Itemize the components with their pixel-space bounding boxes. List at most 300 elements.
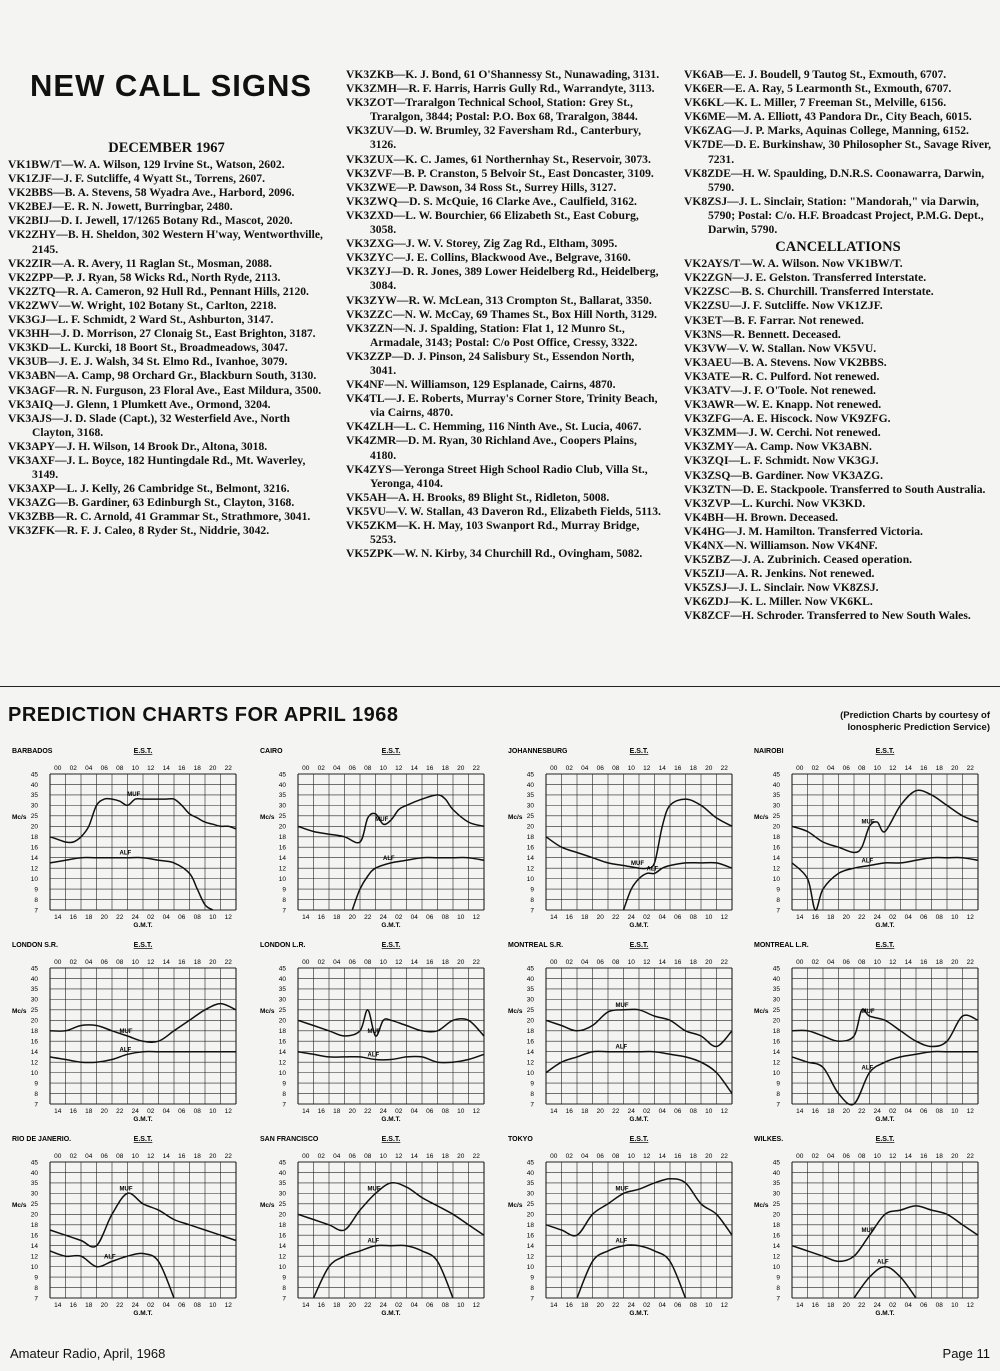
gmt-tick-label: 12 — [966, 914, 974, 921]
gmt-axis-label: G.M.T. — [133, 1116, 153, 1123]
est-tick-label: 14 — [410, 1153, 418, 1160]
est-tick-label: 22 — [720, 1153, 728, 1160]
y-tick-label: 30 — [30, 802, 38, 810]
y-tick-label: 12 — [772, 1253, 780, 1261]
y-tick-label: 10 — [30, 1263, 38, 1271]
prediction-chart-svg — [506, 1132, 740, 1320]
prediction-credit — [760, 710, 990, 734]
y-tick-label: 7 — [530, 907, 534, 915]
y-tick-label: 12 — [772, 865, 780, 873]
alf-label: ALF — [104, 1254, 116, 1261]
call-sign-entry: VK3ZKB—K. J. Bond, 61 O'Shannessy St., Nunawading, 3131. — [346, 68, 660, 81]
gmt-tick-label: 16 — [565, 1302, 573, 1309]
gmt-axis-label: G.M.T. — [629, 922, 649, 929]
cancellations-list — [684, 257, 992, 623]
gmt-tick-label: 08 — [935, 1302, 943, 1309]
prediction-chart-svg — [10, 938, 244, 1126]
y-tick-label: 18 — [772, 1222, 780, 1230]
gmt-tick-label: 02 — [643, 1108, 651, 1115]
gmt-tick-label: 18 — [333, 1108, 341, 1115]
prediction-charts-title: PREDICTION CHARTS FOR APRIL 1968 — [8, 704, 399, 726]
call-sign-entry: VK7DE—D. E. Burkinshaw, 30 Philosopher St., Savage River, 7231. — [684, 138, 991, 166]
gmt-tick-label: 18 — [85, 914, 93, 921]
est-axis-label: E.S.T. — [381, 1136, 401, 1143]
gmt-tick-label: 22 — [364, 1108, 372, 1115]
gmt-tick-label: 04 — [904, 1302, 912, 1309]
gmt-tick-label: 10 — [457, 914, 465, 921]
y-tick-label: 25 — [526, 1007, 534, 1015]
gmt-tick-label: 10 — [951, 1302, 959, 1309]
est-tick-label: 14 — [904, 1153, 912, 1160]
y-tick-label: 12 — [30, 865, 38, 873]
prediction-chart-svg — [506, 938, 740, 1126]
gmt-tick-label: 22 — [364, 1302, 372, 1309]
est-tick-label: 18 — [193, 765, 201, 772]
y-tick-label: 40 — [30, 1169, 38, 1177]
y-tick-label: 18 — [526, 834, 534, 842]
y-tick-label: 9 — [530, 1080, 534, 1088]
alf-label: ALF — [646, 866, 659, 873]
chart-title: NAIROBI — [754, 748, 784, 755]
est-tick-label: 10 — [627, 959, 635, 966]
y-tick-label: 9 — [530, 1274, 534, 1282]
est-tick-label: 20 — [457, 1153, 465, 1160]
est-tick-label: 08 — [116, 765, 124, 772]
est-tick-label: 18 — [193, 1153, 201, 1160]
gmt-tick-label: 16 — [811, 914, 819, 921]
est-tick-label: 20 — [705, 959, 713, 966]
call-sign-entry: VK3ZTN—D. E. Stackpoole. Transferred to South Australia. — [684, 482, 986, 496]
alf-label: ALF — [367, 1052, 380, 1059]
y-tick-label: 10 — [772, 1263, 780, 1271]
y-tick-label: 12 — [526, 865, 534, 873]
est-tick-label: 00 — [302, 765, 310, 772]
y-tick-label: 16 — [30, 844, 38, 852]
credit-line: Ionospheric Prediction Service) — [847, 722, 990, 733]
gmt-tick-label: 06 — [674, 1108, 682, 1115]
call-sign-entry: VK3AZG—B. Gardiner, 63 Edinburgh St., Clayton, 3168. — [8, 496, 295, 510]
muf-label: MUF — [861, 1009, 875, 1016]
y-tick-label: 25 — [30, 1007, 38, 1015]
y-tick-label: 16 — [278, 1038, 286, 1046]
credit-line: (Prediction Charts by courtesy of — [840, 710, 990, 721]
est-tick-label: 02 — [317, 765, 325, 772]
chart-title: MONTREAL L.R. — [754, 942, 809, 949]
gmt-tick-label: 02 — [889, 914, 897, 921]
est-tick-label: 18 — [689, 959, 697, 966]
gmt-tick-label: 04 — [904, 1108, 912, 1115]
alf-label: ALF — [367, 1238, 380, 1245]
call-sign-entry: VK2AYS/T—W. A. Wilson. Now VK1BW/T. — [684, 257, 903, 271]
y-axis-label: Mc/s — [12, 1201, 27, 1209]
call-sign-entry: VK8ZCF—H. Schroder. Transferred to New South Wales. — [684, 609, 971, 623]
call-sign-entry: VK6KL—K. L. Miller, 7 Freeman St., Melville, 6156. — [684, 96, 947, 110]
gmt-tick-label: 24 — [873, 1108, 881, 1115]
gmt-tick-label: 20 — [842, 914, 850, 921]
y-axis-label: Mc/s — [12, 813, 27, 821]
est-tick-label: 00 — [796, 1153, 804, 1160]
call-sign-entry: VK3GJ—L. F. Schmidt, 2 Ward St., Ashburton, 3147. — [8, 313, 274, 327]
y-tick-label: 40 — [526, 975, 534, 983]
gmt-tick-label: 02 — [147, 914, 155, 921]
prediction-chart — [258, 1132, 492, 1320]
y-tick-label: 20 — [30, 1017, 38, 1025]
gmt-tick-label: 12 — [966, 1302, 974, 1309]
gmt-tick-label: 24 — [873, 914, 881, 921]
call-sign-entry: VK4NF—N. Williamson, 129 Esplanade, Cairns, 4870. — [346, 378, 616, 392]
gmt-tick-label: 16 — [69, 914, 77, 921]
footer-page-number: Page 11 — [942, 1346, 990, 1361]
gmt-tick-label: 24 — [627, 1108, 635, 1115]
call-sign-entry: VK3ET—B. F. Farrar. Not renewed. — [684, 313, 864, 327]
y-tick-label: 18 — [772, 834, 780, 842]
est-tick-label: 18 — [441, 765, 449, 772]
gmt-tick-label: 22 — [612, 914, 620, 921]
gmt-tick-label: 12 — [720, 914, 728, 921]
y-tick-label: 12 — [30, 1059, 38, 1067]
est-tick-label: 14 — [658, 1153, 666, 1160]
gmt-tick-label: 14 — [302, 1108, 310, 1115]
gmt-tick-label: 18 — [85, 1302, 93, 1309]
gmt-tick-label: 10 — [457, 1108, 465, 1115]
y-tick-label: 40 — [30, 781, 38, 789]
gmt-tick-label: 18 — [85, 1108, 93, 1115]
muf-label: MUF — [367, 1029, 381, 1035]
call-sign-entry: VK3VW—V. W. Stallan. Now VK5VU. — [684, 341, 877, 355]
est-tick-label: 02 — [69, 765, 77, 772]
call-signs-column-1 — [8, 140, 325, 539]
gmt-tick-label: 10 — [209, 1108, 217, 1115]
gmt-tick-label: 14 — [796, 1302, 804, 1309]
call-sign-entry: VK2ZGN—J. E. Gelston. Transferred Interstate. — [684, 271, 927, 285]
call-sign-entry: VK1ZJF—J. F. Sutcliffe, 4 Wyatt St., Torrens, 2607. — [8, 172, 266, 186]
est-tick-label: 02 — [565, 959, 573, 966]
y-tick-label: 14 — [772, 854, 780, 862]
est-tick-label: 04 — [333, 959, 341, 966]
est-tick-label: 02 — [317, 1153, 325, 1160]
y-tick-label: 40 — [526, 781, 534, 789]
gmt-tick-label: 06 — [920, 1108, 928, 1115]
prediction-chart-svg — [258, 1132, 492, 1320]
call-sign-entry: VK8ZDE—H. W. Spaulding, D.N.R.S. Coonawarra, Darwin, 5790. — [684, 166, 985, 194]
gmt-tick-label: 16 — [317, 914, 325, 921]
est-tick-label: 10 — [379, 1153, 387, 1160]
gmt-tick-label: 22 — [858, 1302, 866, 1309]
gmt-tick-label: 22 — [612, 1108, 620, 1115]
gmt-tick-label: 24 — [379, 914, 387, 921]
y-axis-label: Mc/s — [754, 1007, 769, 1015]
y-tick-label: 14 — [526, 1048, 534, 1056]
prediction-chart — [752, 744, 986, 932]
est-tick-label: 16 — [426, 1153, 434, 1160]
y-axis-label: Mc/s — [508, 1007, 523, 1015]
gmt-tick-label: 02 — [147, 1302, 155, 1309]
est-tick-label: 22 — [720, 765, 728, 772]
call-sign-entry: VK2ZSC—B. S. Churchill. Transferred Interstate. — [684, 285, 934, 299]
call-sign-entry: VK3ZUV—D. W. Brumley, 32 Faversham Rd., Canterbury, 3126. — [346, 124, 642, 152]
muf-label: MUF — [861, 1228, 875, 1235]
est-tick-label: 12 — [147, 1153, 155, 1160]
gmt-tick-label: 18 — [827, 914, 835, 921]
gmt-tick-label: 18 — [581, 1108, 589, 1115]
prediction-chart — [10, 1132, 244, 1320]
prediction-chart-svg — [10, 1132, 244, 1320]
call-sign-entry: VK3ZYC—J. E. Collins, Blackwood Ave., Belgrave, 3160. — [346, 251, 631, 265]
y-tick-label: 35 — [30, 1180, 38, 1188]
call-sign-entry: VK3UB—J. E. J. Walsh, 34 St. Elmo Rd., Ivanhoe, 3079. — [8, 355, 288, 369]
y-tick-label: 14 — [278, 1048, 286, 1056]
chart-title: CAIRO — [260, 748, 283, 755]
muf-label: MUF — [119, 1186, 133, 1193]
y-tick-label: 7 — [34, 907, 38, 915]
y-tick-label: 12 — [30, 1253, 38, 1261]
y-tick-label: 10 — [772, 875, 780, 883]
y-tick-label: 45 — [526, 965, 534, 973]
est-tick-label: 16 — [920, 1153, 928, 1160]
est-tick-label: 18 — [935, 765, 943, 772]
est-tick-label: 16 — [920, 765, 928, 772]
cancellations-title: CANCELLATIONS — [775, 239, 901, 256]
y-tick-label: 20 — [30, 1211, 38, 1219]
est-tick-label: 00 — [302, 959, 310, 966]
alf-label: ALF — [861, 1065, 874, 1072]
gmt-tick-label: 24 — [627, 1302, 635, 1309]
est-tick-label: 02 — [565, 765, 573, 772]
gmt-tick-label: 20 — [348, 1302, 356, 1309]
call-sign-entry: VK3ZUX—K. C. James, 61 Northernhay St., Reservoir, 3073. — [346, 152, 651, 166]
prediction-chart — [506, 744, 740, 932]
est-tick-label: 18 — [441, 1153, 449, 1160]
y-tick-label: 8 — [282, 896, 286, 904]
y-tick-label: 10 — [30, 1069, 38, 1077]
y-tick-label: 14 — [526, 854, 534, 862]
est-tick-label: 06 — [100, 959, 108, 966]
alf-label: ALF — [119, 850, 132, 857]
y-tick-label: 25 — [30, 1201, 38, 1209]
est-tick-label: 14 — [162, 1153, 170, 1160]
est-tick-label: 04 — [581, 1153, 589, 1160]
call-sign-entry: VK3NS—R. Bennett. Deceased. — [684, 327, 841, 341]
chart-title: BARBADOS — [12, 748, 53, 755]
y-tick-label: 7 — [282, 907, 286, 915]
est-tick-label: 14 — [162, 765, 170, 772]
y-tick-label: 30 — [526, 1190, 534, 1198]
y-tick-label: 25 — [30, 813, 38, 821]
muf-label: MUF — [861, 819, 875, 826]
muf-label: MUF — [631, 861, 644, 868]
call-sign-entry: VK3ZWE—P. Dawson, 34 Ross St., Surrey Hills, 3127. — [346, 180, 617, 194]
y-tick-label: 8 — [34, 1284, 38, 1292]
est-tick-label: 20 — [209, 765, 217, 772]
call-sign-list — [8, 158, 325, 539]
prediction-chart — [752, 1132, 986, 1320]
gmt-tick-label: 06 — [426, 1108, 434, 1115]
chart-title: JOHANNESBURG — [508, 748, 568, 755]
call-signs-column-3 — [684, 68, 992, 624]
gmt-tick-label: 06 — [674, 1302, 682, 1309]
y-tick-label: 35 — [526, 986, 534, 994]
y-tick-label: 45 — [772, 965, 780, 973]
est-tick-label: 00 — [54, 1153, 62, 1160]
alf-label: ALF — [615, 1044, 628, 1051]
chart-title: RIO DE JANERIO. — [12, 1136, 72, 1143]
gmt-tick-label: 16 — [69, 1108, 77, 1115]
y-tick-label: 16 — [30, 1038, 38, 1046]
y-tick-label: 9 — [282, 886, 286, 894]
est-tick-label: 14 — [658, 765, 666, 772]
y-tick-label: 14 — [30, 1048, 38, 1056]
call-sign-entry: VK5AH—A. H. Brooks, 89 Blight St., Ridleton, 5008. — [346, 490, 610, 504]
est-tick-label: 22 — [966, 765, 974, 772]
call-sign-entry: VK3ZYW—R. W. McLean, 313 Crompton St., Ballarat, 3350. — [346, 293, 652, 307]
y-tick-label: 45 — [526, 771, 534, 779]
est-tick-label: 02 — [317, 959, 325, 966]
gmt-tick-label: 08 — [441, 1302, 449, 1309]
call-sign-entry: VK6ME—M. A. Elliott, 43 Pandora Dr., City Beach, 6015. — [684, 110, 972, 124]
gmt-tick-label: 22 — [116, 1302, 124, 1309]
y-tick-label: 20 — [526, 1211, 534, 1219]
gmt-tick-label: 12 — [224, 914, 232, 921]
call-sign-entry: VK5ZIJ—A. R. Jenkins. Not renewed. — [684, 567, 875, 581]
section-divider — [0, 686, 1000, 687]
gmt-tick-label: 04 — [410, 914, 418, 921]
y-axis-label: Mc/s — [508, 813, 523, 821]
y-tick-label: 12 — [526, 1059, 534, 1067]
est-tick-label: 02 — [811, 959, 819, 966]
gmt-tick-label: 06 — [920, 1302, 928, 1309]
gmt-tick-label: 02 — [395, 1302, 403, 1309]
y-tick-label: 12 — [278, 1059, 286, 1067]
gmt-tick-label: 16 — [69, 1302, 77, 1309]
est-axis-label: E.S.T. — [133, 942, 153, 949]
gmt-tick-label: 14 — [54, 914, 62, 921]
prediction-chart — [10, 744, 244, 932]
gmt-tick-label: 02 — [395, 914, 403, 921]
call-sign-entry: VK3AIQ—J. Glenn, 1 Plumkett Ave., Ormond, 3204. — [8, 397, 271, 411]
gmt-tick-label: 24 — [627, 914, 635, 921]
y-tick-label: 40 — [772, 975, 780, 983]
est-tick-label: 06 — [596, 959, 604, 966]
prediction-chart-svg — [752, 1132, 986, 1320]
call-sign-list — [684, 68, 992, 237]
gmt-tick-label: 16 — [565, 1108, 573, 1115]
y-tick-label: 9 — [776, 1274, 780, 1282]
call-sign-entry: VK5ZBZ—J. A. Zubrinich. Ceased operation. — [684, 553, 913, 567]
alf-curve — [50, 858, 213, 910]
est-tick-label: 18 — [935, 1153, 943, 1160]
y-tick-label: 35 — [772, 1180, 780, 1188]
y-tick-label: 40 — [278, 781, 286, 789]
gmt-tick-label: 20 — [100, 914, 108, 921]
est-tick-label: 20 — [705, 765, 713, 772]
gmt-tick-label: 04 — [162, 1302, 170, 1309]
alf-label: ALF — [119, 1047, 132, 1054]
y-tick-label: 18 — [526, 1222, 534, 1230]
est-tick-label: 16 — [426, 959, 434, 966]
y-tick-label: 7 — [282, 1295, 286, 1303]
gmt-tick-label: 06 — [426, 914, 434, 921]
y-tick-label: 9 — [776, 886, 780, 894]
gmt-tick-label: 22 — [858, 1108, 866, 1115]
est-tick-label: 18 — [689, 1153, 697, 1160]
call-sign-entry: VK5ZKM—K. H. May, 103 Swanport Rd., Murray Bridge, 5253. — [346, 519, 640, 547]
y-tick-label: 25 — [526, 1201, 534, 1209]
gmt-tick-label: 14 — [54, 1302, 62, 1309]
gmt-tick-label: 08 — [689, 914, 697, 921]
y-tick-label: 30 — [772, 996, 780, 1004]
call-sign-entry: VK5VU—V. W. Stallan, 43 Daveron Rd., Elizabeth Fields, 5113. — [346, 504, 661, 518]
gmt-axis-label: G.M.T. — [133, 1310, 153, 1317]
call-sign-entry: VK5ZPK—W. N. Kirby, 34 Churchill Rd., Ovingham, 5082. — [346, 547, 643, 561]
est-tick-label: 02 — [565, 1153, 573, 1160]
y-tick-label: 14 — [772, 1242, 780, 1250]
est-tick-label: 08 — [612, 765, 620, 772]
y-tick-label: 40 — [30, 975, 38, 983]
y-tick-label: 20 — [278, 1017, 286, 1025]
y-tick-label: 20 — [526, 823, 534, 831]
gmt-tick-label: 24 — [131, 1108, 139, 1115]
est-axis-label: E.S.T. — [875, 942, 895, 949]
call-sign-entry: VK3ZSQ—B. Gardiner. Now VK3AZG. — [684, 468, 884, 482]
y-tick-label: 18 — [30, 1028, 38, 1036]
prediction-chart — [258, 744, 492, 932]
gmt-tick-label: 10 — [457, 1302, 465, 1309]
y-tick-label: 30 — [278, 802, 286, 810]
gmt-tick-label: 04 — [162, 1108, 170, 1115]
call-sign-entry: VK3ZMM—J. W. Cerchi. Not renewed. — [684, 426, 881, 440]
est-tick-label: 08 — [858, 1153, 866, 1160]
y-tick-label: 35 — [278, 986, 286, 994]
est-tick-label: 06 — [842, 765, 850, 772]
y-tick-label: 8 — [282, 1284, 286, 1292]
y-tick-label: 16 — [772, 1232, 780, 1240]
y-tick-label: 40 — [278, 975, 286, 983]
y-tick-label: 20 — [772, 1211, 780, 1219]
gmt-tick-label: 02 — [147, 1108, 155, 1115]
y-tick-label: 9 — [34, 1274, 38, 1282]
y-tick-label: 45 — [30, 771, 38, 779]
gmt-tick-label: 04 — [904, 914, 912, 921]
est-tick-label: 12 — [889, 959, 897, 966]
y-tick-label: 25 — [772, 813, 780, 821]
est-tick-label: 16 — [178, 959, 186, 966]
y-tick-label: 35 — [278, 792, 286, 800]
y-tick-label: 8 — [530, 1284, 534, 1292]
gmt-tick-label: 04 — [410, 1108, 418, 1115]
y-axis-label: Mc/s — [12, 1007, 27, 1015]
prediction-chart — [10, 938, 244, 1126]
y-tick-label: 10 — [772, 1069, 780, 1077]
call-sign-entry: VK3AXF—J. L. Boyce, 182 Huntingdale Rd., Mt. Waverley, 3149. — [8, 453, 306, 482]
y-tick-label: 18 — [278, 834, 286, 842]
gmt-tick-label: 16 — [565, 914, 573, 921]
alf-curve — [577, 1245, 686, 1298]
prediction-chart — [258, 938, 492, 1126]
gmt-tick-label: 02 — [395, 1108, 403, 1115]
y-tick-label: 10 — [30, 875, 38, 883]
y-tick-label: 10 — [278, 1069, 286, 1077]
muf-label: MUF — [127, 792, 141, 799]
call-sign-entry: VK3ZFG—A. E. Hiscock. Now VK9ZFG. — [684, 412, 891, 426]
gmt-tick-label: 12 — [966, 1108, 974, 1115]
call-sign-entry: VK3ZMY—A. Camp. Now VK3ABN. — [684, 440, 872, 454]
y-tick-label: 20 — [526, 1017, 534, 1025]
call-sign-entry: VK3ZVF—B. P. Cranston, 5 Belvoir St., East Doncaster, 3109. — [346, 166, 654, 180]
gmt-tick-label: 20 — [100, 1302, 108, 1309]
y-tick-label: 30 — [278, 996, 286, 1004]
gmt-tick-label: 22 — [116, 1108, 124, 1115]
y-tick-label: 18 — [526, 1028, 534, 1036]
